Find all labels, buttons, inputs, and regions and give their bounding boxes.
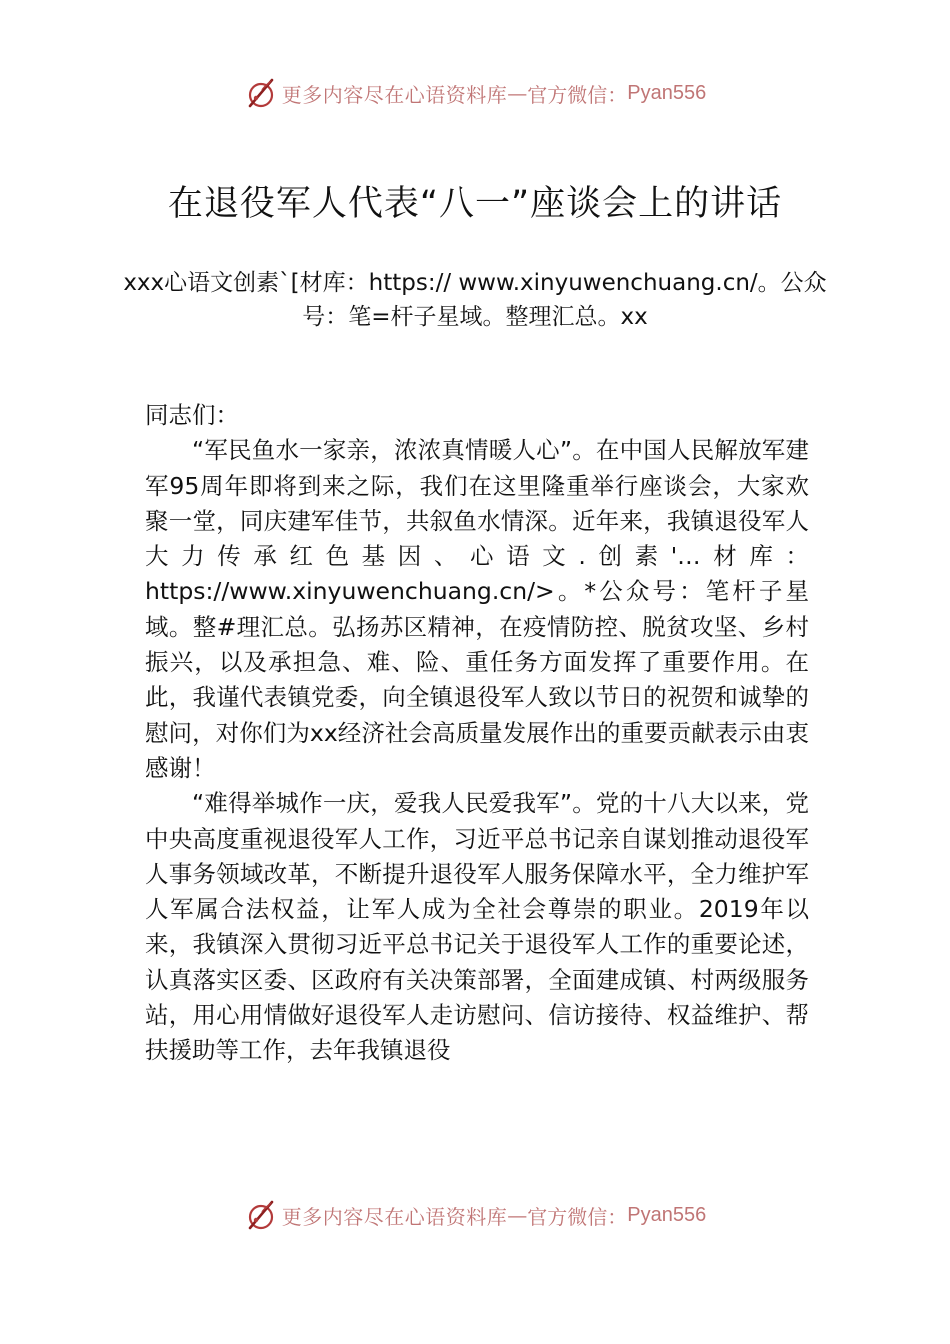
document-title: 在退役军人代表“八一”座谈会上的讲话 [167,184,783,224]
banner-wechat-id: Pyan556 [627,81,707,104]
banner-wechat-id: Pyan556 [627,1203,707,1226]
banner-slogan: 更多内容尽在心语资料库 [281,1204,508,1229]
quill-circle-logo-icon [244,76,278,110]
banner-separator: — [507,1203,528,1227]
header-banner [0,73,950,113]
banner-slogan: 更多内容尽在心语资料库 [281,82,508,107]
banner-wechat-label: 官方微信： [527,82,628,107]
salutation: 同志们： [145,401,239,429]
body-paragraph: “军民鱼水一家亲，浓浓真情暖人心”。在中国人民解放军建军95周年即将到来之际，我们在这里隆重举行座谈会，大家欢聚一堂，同庆建军佳节，共叙鱼水情深。近年来，我镇退役军人大力传承红色基因、心语文.创素'…材库：https://www.xinyuwenchuang.cn/>。*公众号：笔杆子星域。整#理汇总。弘扬苏区精神，在疫情防控、脱贫攻坚、乡村振兴，以及承担急、难、险、重任务方面发挥了重要作用。在此，我谨代表镇党委，向全镇退役军人致以节日的祝贺和诚挚的慰问，对你们为xx经济社会高质量发展作出的重要贡献表示由衷感谢！ [145,436,809,782]
quill-circle-logo-icon [244,1198,278,1232]
banner-wechat-label: 官方微信： [527,1204,628,1229]
banner-separator: — [507,81,528,105]
document-subtitle: xxx心语文创素`[材库：https:// www.xinyuwenchuang.cn/。公众号：笔=杆子星域。整理汇总。xx [123,270,827,330]
footer-banner [0,1195,950,1235]
document-body [145,398,809,1069]
body-paragraph: “难得举城作一庆，爱我人民爱我军”。党的十八大以来，党中央高度重视退役军人工作，习近平总书记亲自谋划推动退役军人事务领域改革，不断提升退役军人服务保障水平，全力维护军人军属合法权益，让军人成为全社会尊崇的职业。2019年以来，我镇深入贯彻习近平总书记关于退役军人工作的重要论述，认真落实区委、区政府有关决策部署，全面建成镇、村两级服务站，用心用情做好退役军人走访慰问、信访接待、权益维护、帮扶援助等工作，去年我镇退役 [145,789,809,1065]
